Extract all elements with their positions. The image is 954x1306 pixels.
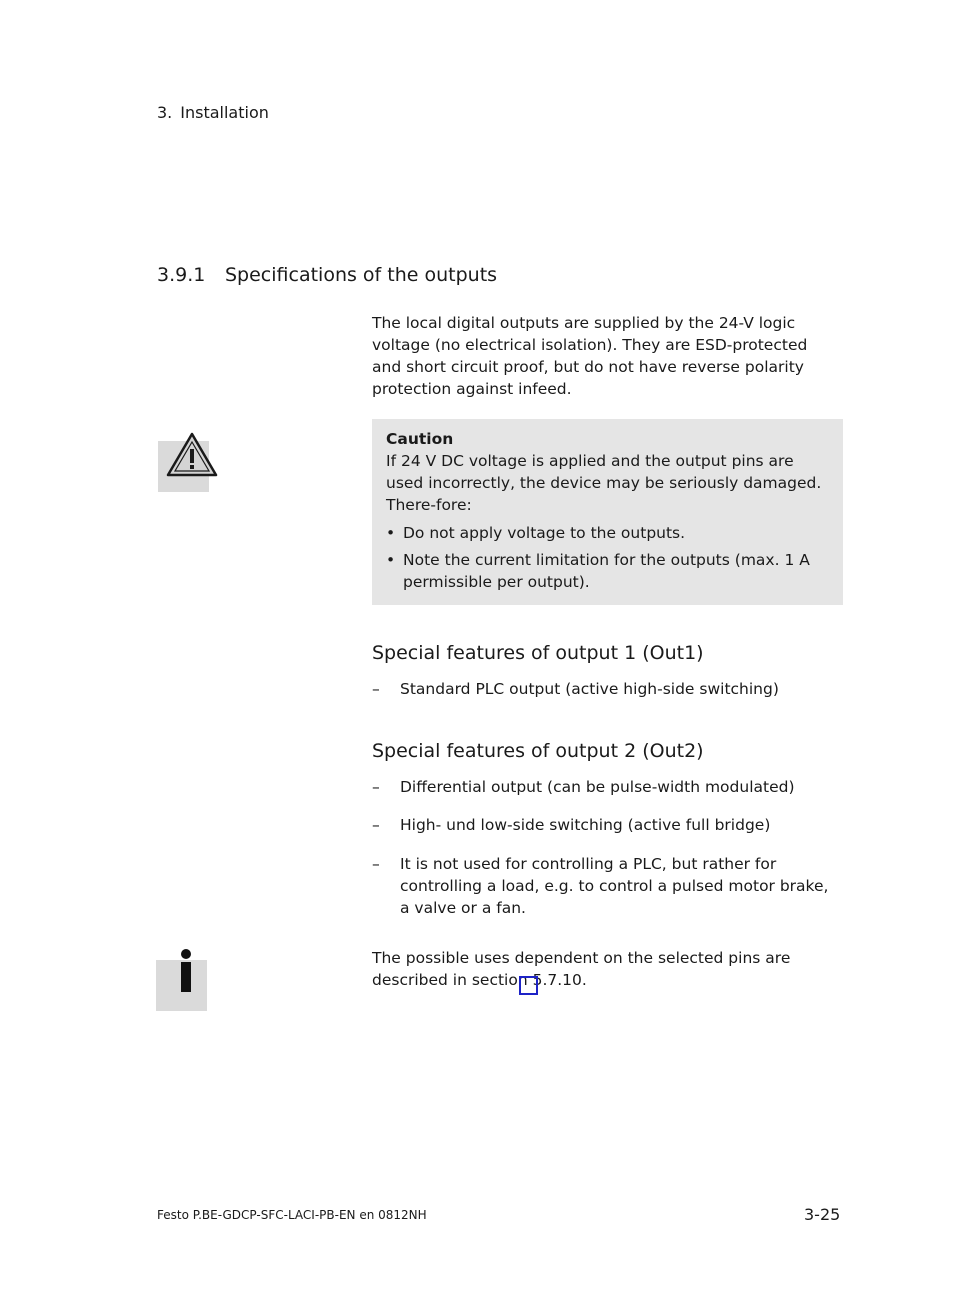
caution-item: • Do not apply voltage to the outputs. (386, 524, 686, 542)
caution-item: • Note the current limitation for the outputs (max. 1 A permissible per output). (386, 551, 810, 591)
section-title: Specifications of the outputs (225, 264, 498, 286)
caution-box (372, 419, 843, 605)
warning-triangle-icon (165, 431, 219, 483)
out2-item: – It is not used for controlling a PLC, but rather for controlling a load, e.g. to control a pulsed motor brake, a valve or a fan. (372, 855, 829, 917)
caution-text: If 24 V DC voltage is applied and the output pins are used incorrectly, the device may be seriously damaged. There-fore: (386, 452, 822, 514)
dash: – (372, 778, 380, 796)
dash: – (372, 816, 380, 834)
footer-doc-id: Festo P.BE-GDCP-SFC-LACI-PB-EN en 0812NH (157, 1208, 427, 1222)
out1-item: – Standard PLC output (active high-side switching) (372, 680, 779, 698)
info-icon (177, 948, 195, 1000)
section-heading (157, 264, 497, 286)
out2-heading: Special features of output 2 (Out2) (372, 740, 704, 762)
bullet: • (386, 551, 396, 569)
caution-list (386, 522, 829, 593)
chapter-title: Installation (180, 103, 269, 122)
chapter-number: 3. (157, 103, 173, 122)
out2-item: – Differential output (can be pulse-width modulated) (372, 778, 795, 796)
selection-highlight[interactable] (519, 976, 538, 995)
dash: – (372, 680, 380, 698)
dash: – (372, 855, 380, 873)
bullet: • (386, 524, 396, 542)
chapter-header (157, 103, 269, 122)
out1-heading: Special features of output 1 (Out1) (372, 642, 704, 664)
section-number: 3.9.1 (157, 264, 206, 286)
caution-title: Caution (386, 430, 454, 448)
page-number: 3-25 (804, 1205, 841, 1224)
note-paragraph: The possible uses dependent on the selected pins are described in section 5.7.10. (372, 949, 791, 989)
intro-paragraph: The local digital outputs are supplied by the 24-V logic voltage (no electrical isolation). They are ESD-protected and short circuit proof, but do not have reverse polarity protection against infeed. (372, 314, 808, 398)
out2-item: – High- und low-side switching (active full bridge) (372, 816, 771, 834)
